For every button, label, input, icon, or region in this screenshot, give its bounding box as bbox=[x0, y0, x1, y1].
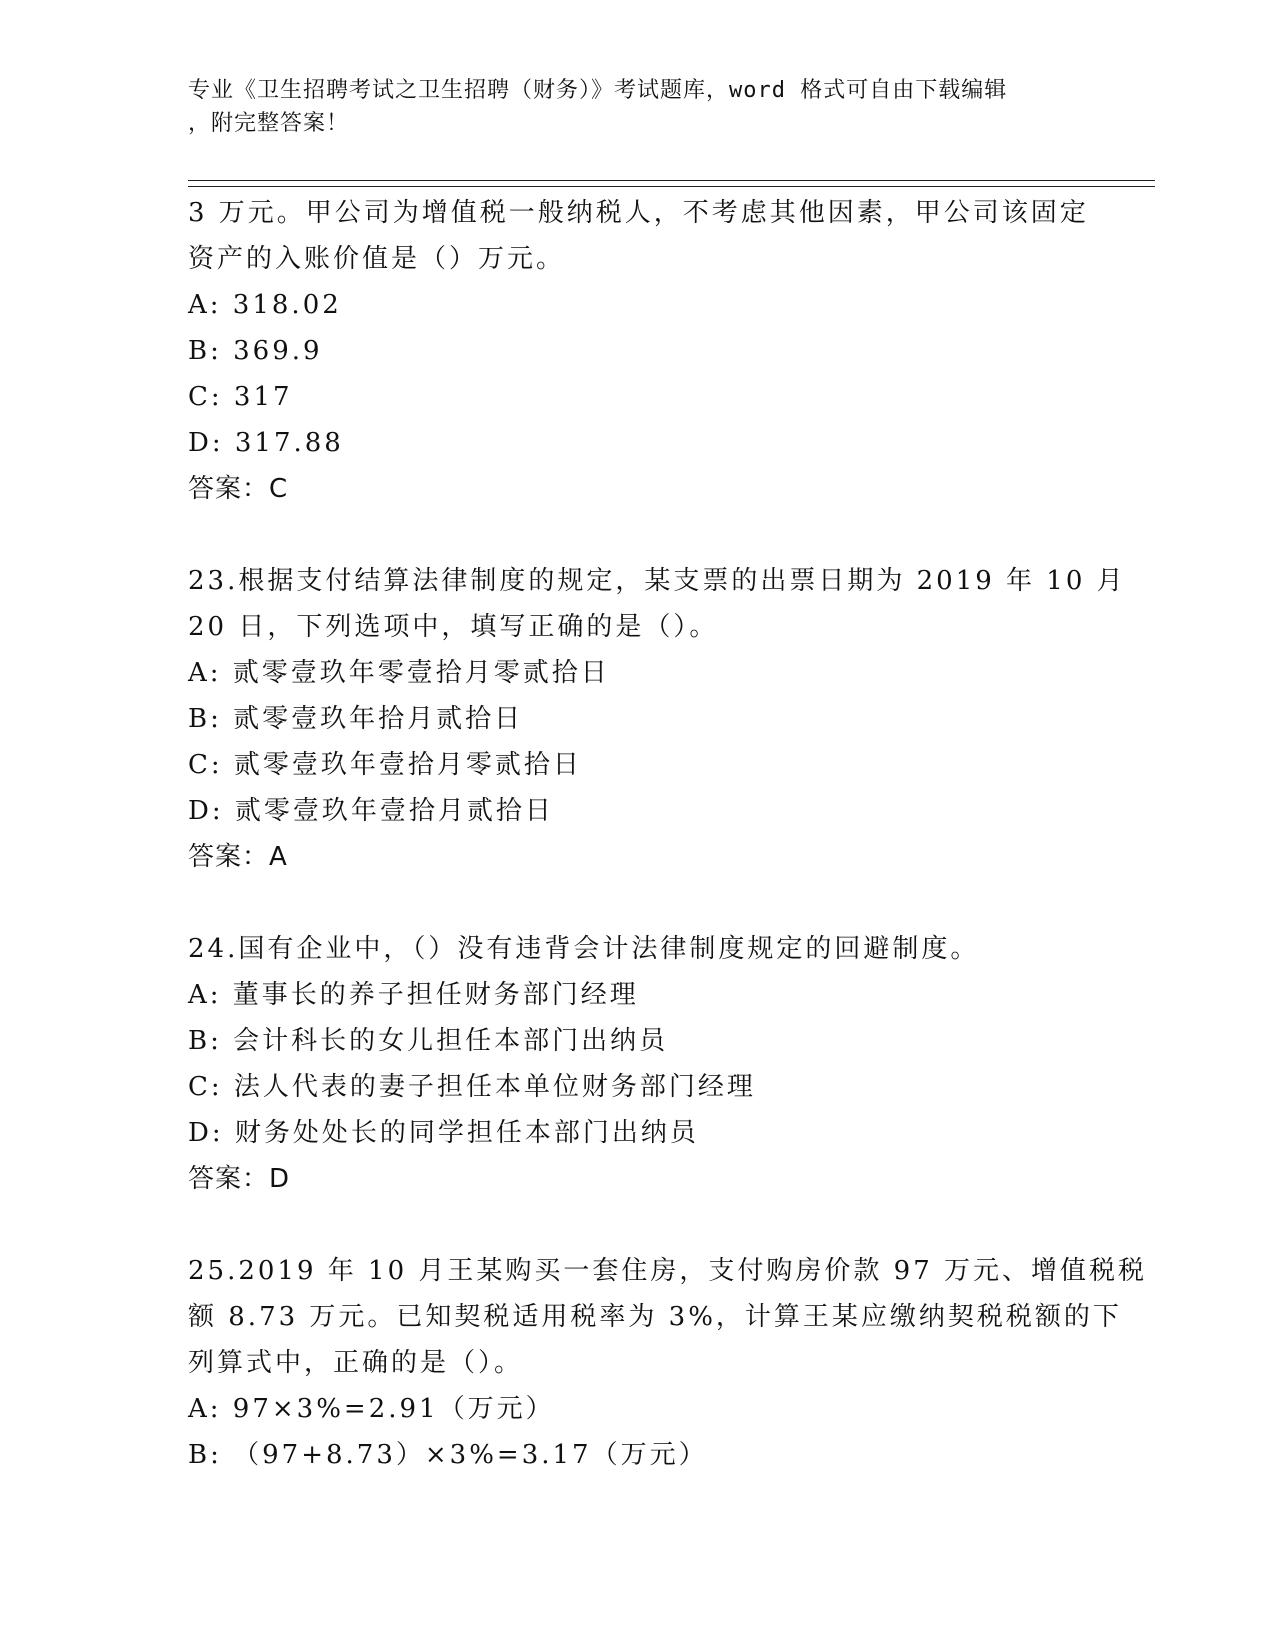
option-c: C: 317 bbox=[188, 382, 293, 412]
question-content bbox=[188, 190, 1148, 1478]
question-stem-line: 资产的入账价值是（）万元。 bbox=[188, 244, 566, 274]
option-b: B: 369.9 bbox=[188, 336, 323, 366]
header-line-1: 专业《卫生招聘考试之卫生招聘（财务）》考试题库，word 格式可自由下载编辑 bbox=[188, 78, 1008, 103]
question-stem-line: 3 万元。甲公司为增值税一般纳税人，不考虑其他因素，甲公司该固定 bbox=[188, 198, 1089, 228]
question-stem-line: 额 8.73 万元。已知契税适用税率为 3%，计算王某应缴纳契税税额的下 bbox=[188, 1302, 1122, 1332]
option-c: C: 贰零壹玖年壹拾月零贰拾日 bbox=[188, 750, 582, 780]
question-24 bbox=[188, 926, 1118, 1202]
question-spacer bbox=[188, 1202, 1118, 1248]
question-spacer bbox=[188, 512, 1118, 558]
question-25 bbox=[188, 1248, 1148, 1478]
option-d: D: 贰零壹玖年壹拾月贰拾日 bbox=[188, 796, 554, 826]
option-d: D: 财务处处长的同学担任本部门出纳员 bbox=[188, 1118, 699, 1148]
option-b: B: 贰零壹玖年拾月贰拾日 bbox=[188, 704, 524, 734]
header-divider-bottom bbox=[188, 186, 1155, 187]
answer-line: 答案：A bbox=[188, 842, 288, 872]
option-a: A: 97×3%=2.91（万元） bbox=[188, 1394, 555, 1424]
answer-line: 答案：D bbox=[188, 1164, 291, 1194]
option-b: B: （97+8.73）×3%=3.17（万元） bbox=[188, 1440, 708, 1470]
header-divider-top bbox=[188, 180, 1155, 181]
option-b: B: 会计科长的女儿担任本部门出纳员 bbox=[188, 1026, 669, 1056]
document-header bbox=[188, 74, 1088, 140]
header-line-2: ，附完整答案！ bbox=[188, 111, 350, 136]
option-a: A: 贰零壹玖年零壹拾月零贰拾日 bbox=[188, 658, 610, 688]
question-spacer bbox=[188, 880, 1118, 926]
question-23 bbox=[188, 558, 1126, 880]
question-stem-line: 列算式中，正确的是（）。 bbox=[188, 1348, 524, 1378]
option-d: D: 317.88 bbox=[188, 428, 344, 458]
option-a: A: 董事长的养子担任财务部门经理 bbox=[188, 980, 639, 1010]
question-stem-line: 25.2019 年 10 月王某购买一套住房，支付购房价款 97 万元、增值税税 bbox=[188, 1256, 1148, 1286]
question-stem-line: 24.国有企业中，（）没有违背会计法律制度规定的回避制度。 bbox=[188, 934, 980, 964]
option-c: C: 法人代表的妻子担任本单位财务部门经理 bbox=[188, 1072, 756, 1102]
question-stem-line: 20 日，下列选项中，填写正确的是（）。 bbox=[188, 612, 719, 642]
question-22 bbox=[188, 190, 1118, 512]
answer-line: 答案：C bbox=[188, 474, 289, 504]
question-stem-line: 23.根据支付结算法律制度的规定，某支票的出票日期为 2019 年 10 月 bbox=[188, 566, 1126, 596]
option-a: A: 318.02 bbox=[188, 290, 342, 320]
